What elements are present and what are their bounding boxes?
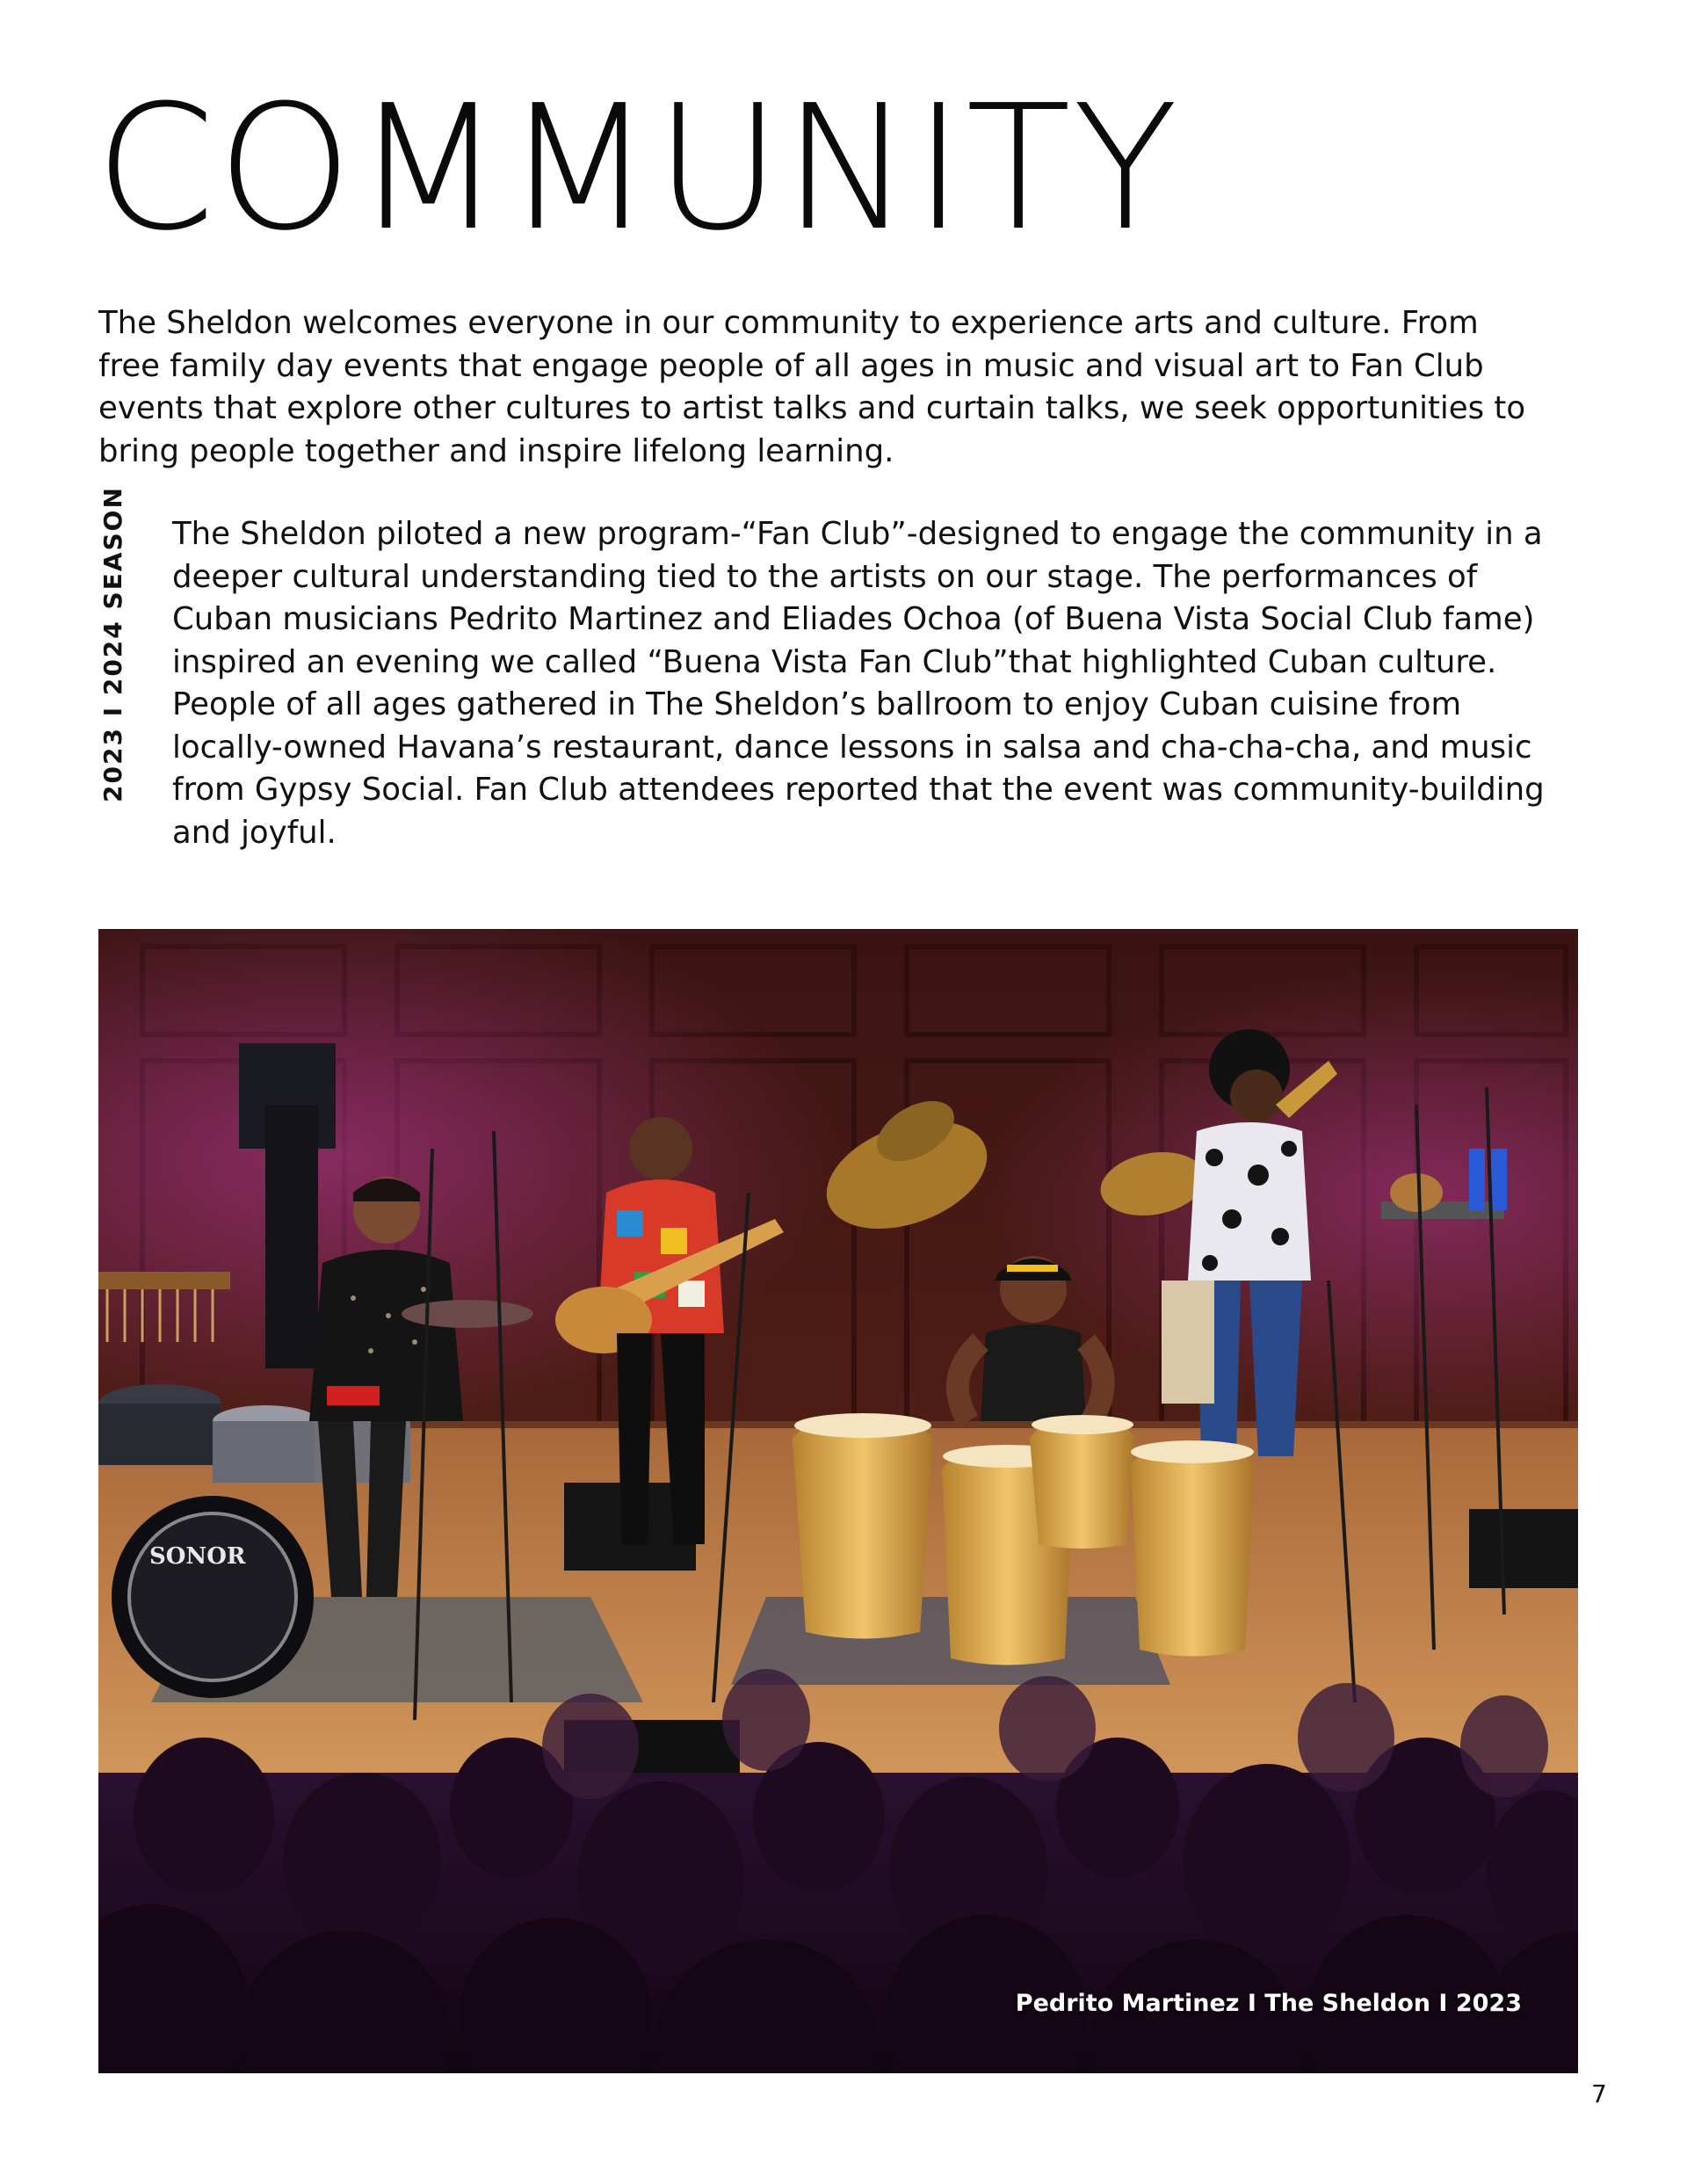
page-number: 7 [1591, 2079, 1607, 2108]
intro-paragraph: The Sheldon welcomes everyone in our community to experience arts and culture. From free family day events that engage people of all ages in music and visual art to Fan Club events that explore other cultures to artist talks and curtain talks, we seek opportunities to bring people together and inspire lifelong learning. [98, 305, 1526, 469]
drum-brand-text: SONOR [149, 1543, 246, 1570]
concert-photo [98, 929, 1578, 2073]
concert-photo-illustration [98, 929, 1578, 2073]
photo-caption: Pedrito Martinez I The Sheldon I 2023 [1015, 1990, 1522, 2017]
fan-club-paragraph: The Sheldon piloted a new program-“Fan Club”-designed to engage the community in a deeper cultural understanding tied to the artists on our stage. The performances of Cuban musicians Pedrito Martinez and Eliades Ochoa (of Buena Vista Social Club fame) inspired an evening we called “Buena Vista Fan Club”that highlighted Cuban culture. People of all ages gathered in The Sheldon’s ballroom to enjoy Cuban cuisine from locally-owned Havana’s restaurant, dance lessons in salsa and cha-cha-cha, and music from Gypsy Social. Fan Club attendees reported that the event was community-building and joyful. [172, 516, 1545, 851]
page-title: COMMUNITY [95, 69, 1180, 269]
season-label: 2023 I 2024 SEASON [98, 486, 127, 802]
